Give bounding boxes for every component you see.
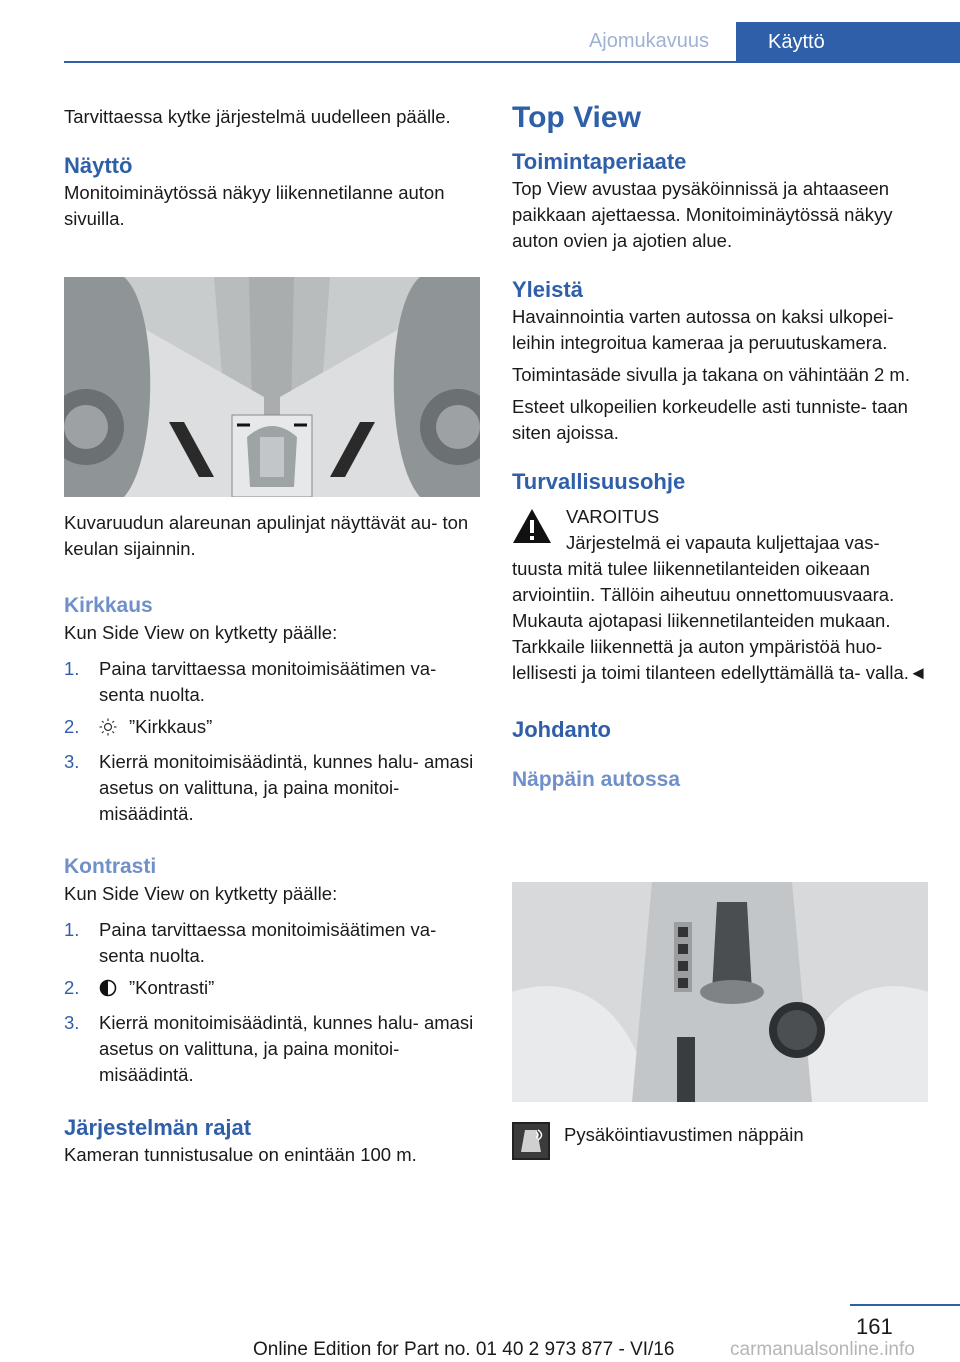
side-view-illustration xyxy=(64,277,480,497)
general-heading: Yleistä xyxy=(512,277,583,302)
intro-heading: Johdanto xyxy=(512,717,611,742)
parking-assist-button-icon xyxy=(512,1122,550,1160)
general-p2: Toimintasäde sivulla ja takana on vähintään 2 m. xyxy=(512,364,910,385)
warning-block xyxy=(512,504,932,556)
warning-label: VAROITUS xyxy=(566,506,660,527)
step-text: Kierrä monitoimisäädintä, kunnes halu‐ amasi asetus on valittuna, ja paina monitoi‐ misäädintä. xyxy=(99,751,474,824)
step-text: ”Kirkkaus” xyxy=(129,716,213,737)
button-caption: Pysäköintiavustimen näppäin xyxy=(564,1124,804,1145)
general-p3: Esteet ulkopeilien korkeudelle asti tunniste‐ taan siten ajoissa. xyxy=(512,396,908,443)
brightness-intro: Kun Side View on kytketty päälle: xyxy=(64,622,338,643)
step-text: Kierrä monitoimisäädintä, kunnes halu‐ amasi asetus on valittuna, ja paina monitoi‐ misäädintä. xyxy=(99,1012,474,1085)
left-column-lower xyxy=(64,510,484,1168)
console-image xyxy=(512,882,928,1102)
principle-heading: Toimintaperiaate xyxy=(512,149,687,174)
limits-heading: Järjestelmän rajat xyxy=(64,1115,252,1140)
page-title: Top View xyxy=(512,101,641,134)
header-rule xyxy=(64,61,960,63)
button-caption-row xyxy=(512,1122,932,1160)
step-text: ”Kontrasti” xyxy=(129,977,215,998)
list-item xyxy=(64,714,484,743)
contrast-intro: Kun Side View on kytketty päälle: xyxy=(64,883,338,904)
warning-first-line: Järjestelmä ei vapauta kuljettajaa vas‐ xyxy=(566,532,880,553)
nayto-text: Monitoiminäytössä näkyy liikennetilanne auton sivuilla. xyxy=(64,182,445,229)
step-number: 3. xyxy=(64,1012,80,1033)
principle-text: Top View avustaa pysäköinnissä ja ahtaaseen paikkaan ajettaessa. Monitoiminäytössä näkyy auton ovien ja ajotien alue. xyxy=(512,178,893,251)
list-item xyxy=(64,1010,484,1088)
limits-text: Kameran tunnistusalue on enintään 100 m. xyxy=(64,1144,417,1165)
general-p1: Havainnointia varten autossa on kaksi ulkopei‐ leihin integroitua kameraa ja peruutuskamera. xyxy=(512,306,894,353)
safety-heading: Turvallisuusohje xyxy=(512,469,686,494)
warning-text: tuusta mitä tulee liikennetilanteiden oikeaan arviointiin. Tällöin aiheutuu onnettomuusvaara. Mukauta ajotapasi liikennetilanteiden mukaan. Tarkkaile liikennettä ja auton ympäristöä huo‐ lellisesti ja toimi tilanteen edellyttämällä ta‐ valla.◄ xyxy=(512,558,928,683)
brightness-steps xyxy=(64,656,484,827)
button-heading: Näppäin autossa xyxy=(512,768,681,791)
step-text: Paina tarvittaessa monitoimisäätimen va‐ senta nuolta. xyxy=(99,658,437,705)
intro-text: Tarvittaessa kytke järjestelmä uudelleen päälle. xyxy=(64,106,451,127)
step-number: 1. xyxy=(64,919,80,940)
page-number: 161 xyxy=(856,1314,893,1339)
step-number: 3. xyxy=(64,751,80,772)
list-item xyxy=(64,656,484,708)
footer-rule xyxy=(850,1304,960,1306)
nayto-heading: Näyttö xyxy=(64,153,133,178)
contrast-steps xyxy=(64,917,484,1088)
list-item xyxy=(64,917,484,969)
left-column xyxy=(64,104,484,232)
step-text: Paina tarvittaessa monitoimisäätimen va‐ senta nuolta. xyxy=(99,919,437,966)
contrast-icon xyxy=(99,978,117,1004)
right-column xyxy=(512,100,932,794)
image-caption: Kuvaruudun alareunan apulinjat näyttävät au‐ ton keulan sijainnin. xyxy=(64,512,469,559)
brightness-heading: Kirkkaus xyxy=(64,594,153,617)
sun-icon xyxy=(99,717,117,743)
list-item xyxy=(64,975,484,1004)
step-number: 1. xyxy=(64,658,80,679)
list-item xyxy=(64,749,484,827)
side-view-image xyxy=(64,277,480,497)
console-illustration xyxy=(512,882,928,1102)
edition-note: Online Edition for Part no. 01 40 2 973 877 - VI/16 xyxy=(253,1339,675,1360)
header-chapter-tab: Käyttö xyxy=(736,22,960,62)
warning-triangle-icon xyxy=(512,508,552,544)
watermark: carmanualsonline.info xyxy=(730,1339,915,1360)
contrast-heading: Kontrasti xyxy=(64,855,157,878)
step-number: 2. xyxy=(64,977,80,998)
step-number: 2. xyxy=(64,716,80,737)
header-section-tab: Ajomukavuus xyxy=(588,30,710,52)
